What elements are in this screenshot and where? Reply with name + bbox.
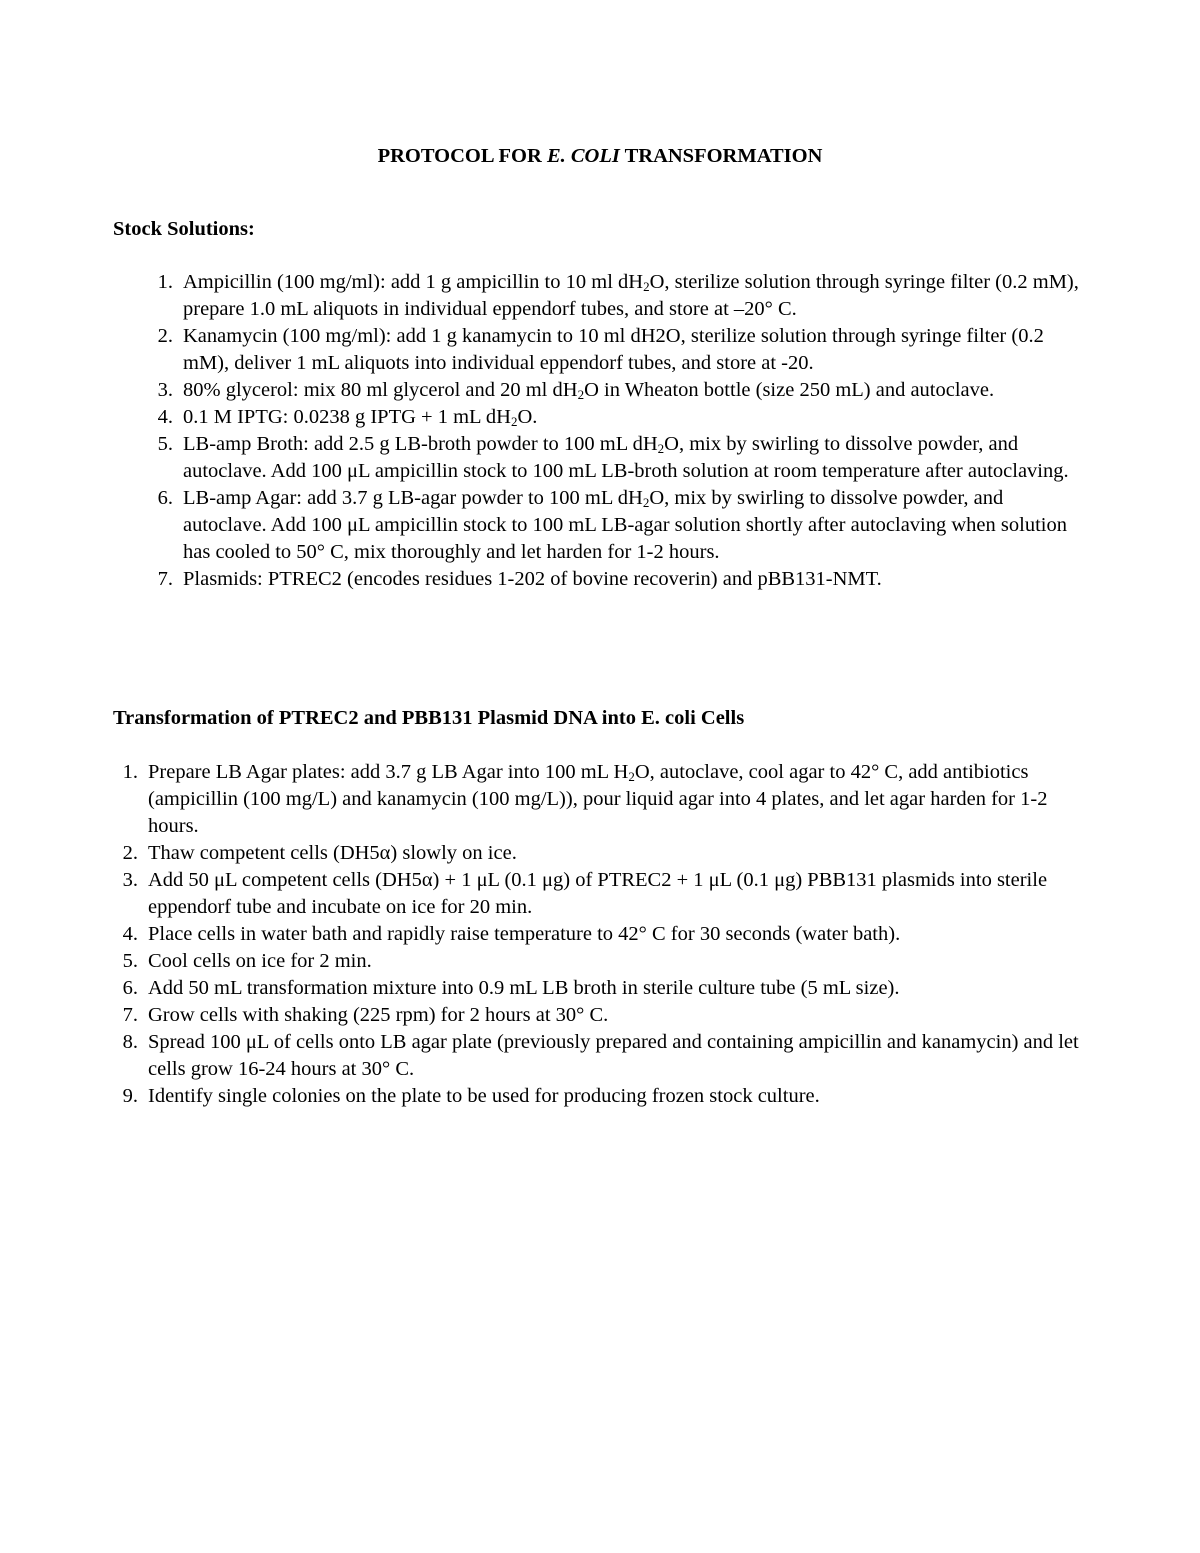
list-item	[157, 323, 1088, 377]
list-item-number: 5.	[157, 433, 173, 455]
list-item	[157, 431, 1088, 485]
list-item-text: O in Wheaton bottle (size 250 mL) and autoclave.	[584, 379, 995, 401]
list-item-number: 3.	[157, 379, 173, 401]
list-item-text: Cool cells on ice for 2 min.	[148, 950, 372, 972]
list-item	[157, 269, 1088, 323]
list-item	[122, 975, 1088, 1002]
transformation-heading: Transformation of PTREC2 and PBB131 Plasmid DNA into E. coli Cells	[113, 707, 745, 729]
subscript: 2	[577, 387, 585, 402]
list-item-number: 8.	[122, 1031, 138, 1053]
list-item-text: 80% glycerol: mix 80 ml glycerol and 20 ml dH	[183, 379, 578, 401]
list-item	[157, 485, 1088, 566]
list-item	[157, 377, 1088, 404]
list-item-text: LB-amp Agar: add 3.7 g LB-agar powder to 100 mL dH	[183, 487, 643, 509]
list-item-text: Grow cells with shaking (225 rpm) for 2 hours at 30° C.	[148, 1004, 609, 1026]
list-item-text: 0.1 M IPTG: 0.0238 g IPTG + 1 mL dH	[183, 406, 511, 428]
list-item-text: Ampicillin (100 mg/ml): add 1 g ampicillin to 10 ml dH	[183, 271, 644, 293]
subscript: 2	[657, 441, 665, 456]
subscript: 2	[643, 279, 650, 294]
list-item-number: 7.	[122, 1004, 138, 1026]
list-item	[122, 1002, 1088, 1029]
list-item	[157, 566, 1088, 593]
transformation-steps-list	[122, 759, 1088, 1110]
list-item-text: O, mix by swirling to dissolve powder, and autoclave. Add 100 μL ampicillin stock to 100 mL LB-broth solution at room temperature after autoclaving.	[183, 433, 1069, 482]
list-item-text: LB-amp Broth: add 2.5 g LB-broth powder to 100 mL dH	[183, 433, 658, 455]
list-item	[122, 921, 1088, 948]
list-item	[157, 404, 1088, 431]
list-item-number: 7.	[157, 568, 173, 590]
list-item-number: 6.	[122, 977, 138, 999]
list-item-text: O, sterilize solution through syringe filter (0.2 mM), prepare 1.0 mL aliquots in individual eppendorf tubes, and store at –20° C.	[183, 271, 1079, 320]
list-item-number: 2.	[157, 325, 173, 347]
list-item-number: 4.	[122, 923, 138, 945]
list-item-text: O, autoclave, cool agar to 42° C, add antibiotics (ampicillin (100 mg/L) and kanamycin (100 mg/L)), pour liquid agar into 4 plates, and let agar harden for 1-2 hours.	[148, 761, 1048, 837]
list-item-text: O.	[517, 406, 538, 428]
page-title	[0, 143, 1200, 170]
list-item-text: O, mix by swirling to dissolve powder, and autoclave. Add 100 μL ampicillin stock to 100 mL LB-agar solution shortly after autoclaving when solution has cooled to 50° C, mix thoroughly and let harden for 1-2 hours.	[183, 487, 1067, 563]
list-item-number: 4.	[157, 406, 173, 428]
title-part-1: PROTOCOL FOR	[377, 145, 547, 167]
subscript: 2	[642, 495, 650, 510]
list-item-number: 5.	[122, 950, 138, 972]
list-item-number: 9.	[122, 1085, 138, 1107]
list-item-text: Spread 100 μL of cells onto LB agar plate (previously prepared and containing ampicillin and kanamycin) and let cells grow 16-24 hours at 30° C.	[148, 1031, 1079, 1080]
list-item-number: 1.	[122, 761, 138, 783]
list-item-text: Kanamycin (100 mg/ml): add 1 g kanamycin to 10 ml dH2O, sterilize solution through syringe filter (0.2 mM), deliver 1 mL aliquots into individual eppendorf tubes, and store at -20.	[183, 325, 1044, 374]
stock-solutions-list	[157, 269, 1088, 593]
list-item-number: 1.	[157, 271, 173, 293]
list-item-number: 3.	[122, 869, 138, 891]
list-item	[122, 948, 1088, 975]
list-item	[122, 1029, 1088, 1083]
subscript: 2	[628, 769, 635, 784]
title-organism: E. COLI	[546, 145, 620, 167]
stock-solutions-heading: Stock Solutions:	[113, 218, 255, 240]
list-item-text: Identify single colonies on the plate to be used for producing frozen stock culture.	[148, 1085, 820, 1107]
list-item-text: Place cells in water bath and rapidly raise temperature to 42° C for 30 seconds (water bath).	[148, 923, 901, 945]
list-item-number: 6.	[157, 487, 173, 509]
list-item-text: Add 50 μL competent cells (DH5α) + 1 μL (0.1 μg) of PTREC2 + 1 μL (0.1 μg) PBB131 plasmids into sterile eppendorf tube and incubate on ice for 20 min.	[148, 869, 1048, 918]
list-item	[122, 759, 1088, 840]
title-part-2: TRANSFORMATION	[619, 145, 823, 167]
list-item-text: Add 50 mL transformation mixture into 0.9 mL LB broth in sterile culture tube (5 mL size).	[148, 977, 900, 999]
subscript: 2	[510, 414, 518, 429]
list-item-text: Thaw competent cells (DH5α) slowly on ice.	[148, 842, 517, 864]
list-item-text: Prepare LB Agar plates: add 3.7 g LB Agar into 100 mL H	[148, 761, 629, 783]
list-item	[122, 1083, 1088, 1110]
list-item-text: Plasmids: PTREC2 (encodes residues 1-202 of bovine recoverin) and pBB131-NMT.	[183, 568, 882, 590]
list-item	[122, 867, 1088, 921]
list-item-number: 2.	[122, 842, 138, 864]
list-item	[122, 840, 1088, 867]
